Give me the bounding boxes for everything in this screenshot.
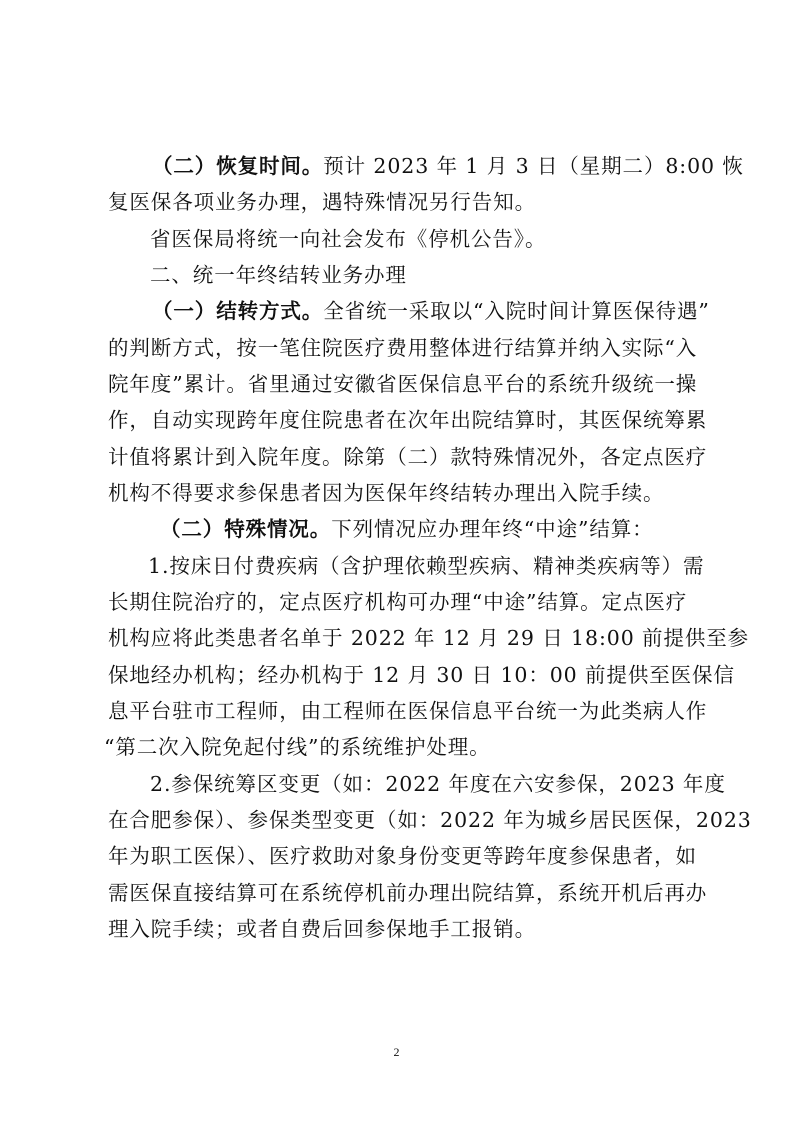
page-number: 2 xyxy=(393,1045,400,1059)
paragraph-line xyxy=(150,770,726,798)
line-text: 2.参保统筹区变更（如：2022 年度在六安参保，2023 年度 xyxy=(150,772,726,796)
line-text: 在合肥参保）、参保类型变更（如：2022 年为城乡居民医保，2023 xyxy=(108,808,752,832)
section-heading xyxy=(150,261,407,289)
line-text: 二、统一年终结转业务办理 xyxy=(150,263,407,287)
line-text: 复医保各项业务办理，遇特殊情况另行告知。 xyxy=(108,190,536,214)
paragraph-line xyxy=(108,661,735,689)
line-text: 需医保直接结算可在系统停机前办理出院结算，系统开机后再办 xyxy=(108,881,708,905)
paragraph-line xyxy=(108,697,707,725)
line-text: 机构应将此类患者名单于 2022 年 12 月 29 日 18:00 前提供至参 xyxy=(108,626,750,650)
paragraph-line xyxy=(108,624,749,652)
paragraph-line xyxy=(108,188,536,216)
line-text: 理入院手续；或者自费后回参保地手工报销。 xyxy=(108,917,536,941)
paragraph-line xyxy=(108,334,697,362)
line-text: 作，自动实现跨年度住院患者在次年出院结算时，其医保统筹累 xyxy=(108,408,708,432)
line-text: 息平台驻市工程师，由工程师在医保信息平台统一为此类病人作 xyxy=(108,699,708,723)
line-text: 机构不得要求参保患者因为医保年终结转办理出入院手续。 xyxy=(108,481,665,505)
paragraph-line xyxy=(108,588,687,616)
line-text: 计值将累计到入院年度。除第（二）款特殊情况外，各定点医疗 xyxy=(108,445,708,469)
line-text: 1.按床日付费疾病（含护理依赖型疾病、精神类疾病等）需 xyxy=(148,554,705,578)
line-text: 年为职工医保）、医疗救助对象身份变更等跨年度参保患者，如 xyxy=(108,844,697,868)
line-text: “第二次入院免起付线”的系统维护处理。 xyxy=(104,735,491,759)
paragraph-line xyxy=(160,515,654,543)
line-text: 下列情况应办理年终“中途”结算： xyxy=(331,517,654,541)
paragraph-line xyxy=(108,406,707,434)
paragraph-line xyxy=(152,152,744,180)
paragraph-line xyxy=(108,806,752,834)
line-text: 长期住院治疗的，定点医疗机构可办理“中途”结算。定点医疗 xyxy=(108,590,688,614)
paragraph-line xyxy=(148,552,704,580)
bold-heading: （二）特殊情况。 xyxy=(160,517,332,541)
bold-heading: （一）结转方式。 xyxy=(152,299,324,323)
line-text: 全省统一采取以“入院时间计算医保待遇” xyxy=(323,299,710,323)
line-text: 院年度”累计。省里通过安徽省医保信息平台的系统升级统一操 xyxy=(108,372,698,396)
paragraph-line xyxy=(108,842,697,870)
paragraph-line xyxy=(108,370,697,398)
line-text: 保地经办机构；经办机构于 12 月 30 日 10：00 前提供至医保信 xyxy=(108,663,735,687)
line-text: 省医保局将统一向社会发布《停机公告》。 xyxy=(150,227,547,251)
line-text: 的判断方式，按一笔住院医疗费用整体进行结算并纳入实际“入 xyxy=(108,336,698,360)
paragraph-line xyxy=(152,297,710,325)
paragraph-line xyxy=(108,915,536,943)
line-text: 预计 2023 年 1 月 3 日（星期二）8:00 恢 xyxy=(323,154,744,178)
paragraph-line xyxy=(108,443,707,471)
bold-heading: （二）恢复时间。 xyxy=(152,154,324,178)
paragraph-line xyxy=(108,879,707,907)
paragraph-line xyxy=(108,479,664,507)
paragraph-line xyxy=(150,225,546,253)
paragraph-line xyxy=(104,733,491,761)
